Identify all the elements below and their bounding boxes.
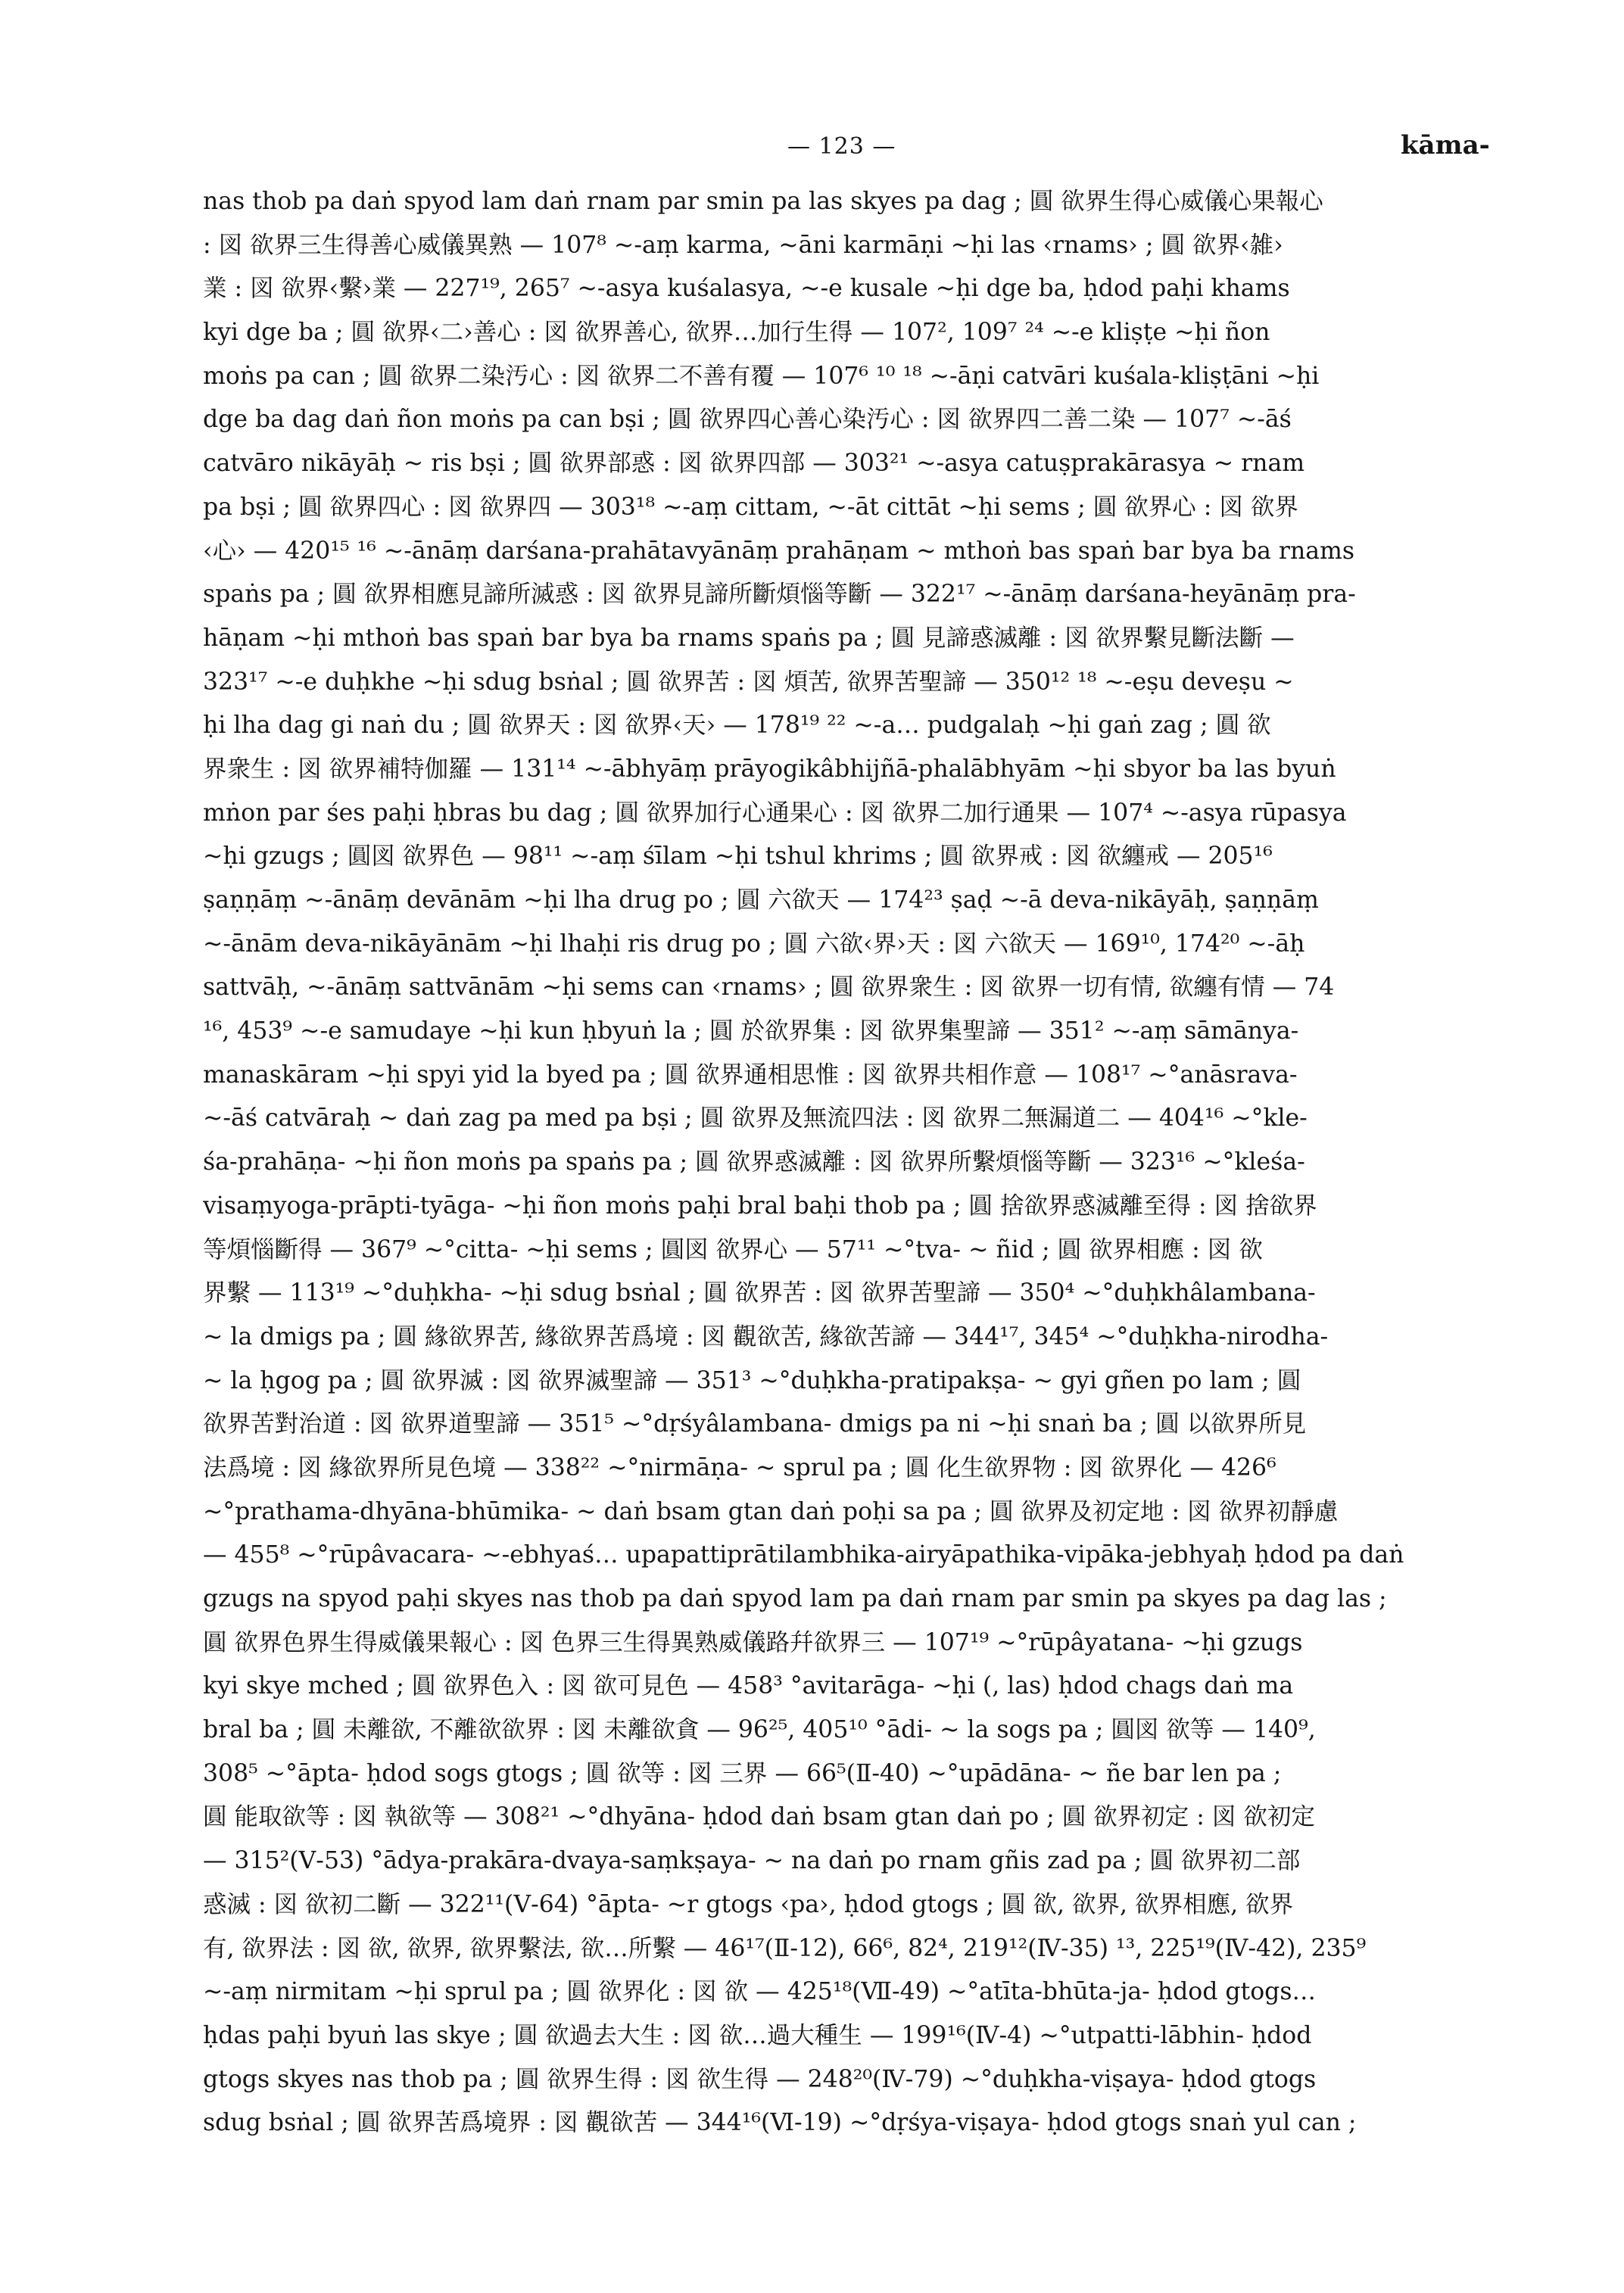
text-line: manaskāram ~ḥi spyi yid la byed pa ; 圓 欲界通相思惟 : 図 欲界共相作意 — 108¹⁷ ~°anāsrava-	[203, 1061, 1298, 1089]
text-line: sdug bsṅal ; 圓 欲界苦爲境界 : 図 觀欲苦 — 344¹⁶(Ⅵ-19) ~°dṛśya-viṣaya- ḥdod gtogs snaṅ yul can ;	[203, 2109, 1357, 2137]
text-line: ~ la ḥgog pa ; 圓 欲界滅 : 図 欲界滅聖諦 — 351³ ~°duḥkha-pratipakṣa- ~ gyi gñen po lam ; 圓	[203, 1366, 1301, 1394]
text-line: ḥdas paḥi byuṅ las skye ; 圓 欲過去大生 : 図 欲…過大種生 — 199¹⁶(Ⅳ-4) ~°utpatti-lābhin- ḥdod	[203, 2021, 1312, 2049]
text-line: — 315²(Ⅴ-53) °ādya-prakāra-dvaya-saṃkṣaya- ~ na daṅ po rnam gñis zad pa ; 圓 欲界初二部	[203, 1847, 1301, 1875]
text-line: gtogs skyes nas thob pa ; 圓 欲界生得 : 図 欲生得 — 248²⁰(Ⅳ-79) ~°duḥkha-viṣaya- ḥdod gtogs	[203, 2065, 1317, 2093]
text-line: ~°prathama-dhyāna-bhūmika- ~ daṅ bsam gtan daṅ poḥi sa pa ; 圓 欲界及初定地 : 図 欲界初靜慮	[203, 1497, 1339, 1525]
text-line: 欲界苦對治道 : 図 欲界道聖諦 — 351⁵ ~°dṛśyâlambana- dmigs pa ni ~ḥi snaṅ ba ; 圓 以欲界所見	[203, 1410, 1307, 1438]
entry-body	[203, 180, 1532, 2145]
text-line: 圓 欲界色界生得威儀果報心 : 図 色界三生得異熟威儀路幷欲界三 — 107¹⁹ ~°rūpâyatana- ~ḥi gzugs	[203, 1628, 1303, 1656]
text-line: 業 : 図 欲界‹繫›業 — 227¹⁹, 265⁷ ~-asya kuśalasya, ~-e kusale ~ḥi dge ba, ḥdod paḥi khams	[203, 275, 1290, 303]
text-line: 界繫 — 113¹⁹ ~°duḥkha- ~ḥi sdug bsṅal ; 圓 欲界苦 : 図 欲界苦聖諦 — 350⁴ ~°duḥkhâlambana-	[203, 1279, 1316, 1307]
text-line: dge ba dag daṅ ñon moṅs pa can bṣi ; 圓 欲界四心善心染汚心 : 図 欲界四二善二染 — 107⁷ ~-āś	[203, 406, 1292, 434]
running-head	[0, 130, 1624, 168]
page-number: — 123 —	[787, 133, 896, 160]
text-line: sattvāḥ, ~-ānāṃ sattvānām ~ḥi sems can ‹rnams› ; 圓 欲界衆生 : 図 欲界一切有情, 欲纏有情 — 74	[203, 974, 1335, 1002]
text-line: ~ḥi gzugs ; 圓図 欲界色 — 98¹¹ ~-aṃ śīlam ~ḥi tshul khrims ; 圓 欲界戒 : 図 欲纏戒 — 205¹⁶	[203, 843, 1273, 871]
text-line: ṣaṇṇāṃ ~-ānāṃ devānām ~ḥi lha drug po ; 圓 六欲天 — 174²³ ṣaḍ ~-ā deva-nikāyāḥ, ṣaṇṇāṃ	[203, 886, 1319, 914]
text-line: ~-aṃ nirmitam ~ḥi sprul pa ; 圓 欲界化 : 図 欲 — 425¹⁸(Ⅶ-49) ~°atīta-bhūta-ja- ḥdod gtogs…	[203, 1978, 1317, 2006]
text-line: ¹⁶, 453⁹ ~-e samudaye ~ḥi kun ḥbyuṅ la ; 圓 於欲界集 : 図 欲界集聖諦 — 351² ~-aṃ sāmānya-	[203, 1017, 1299, 1045]
text-line: : 図 欲界三生得善心威儀異熟 — 107⁸ ~-aṃ karma, ~āni karmāṇi ~ḥi las ‹rnams› ; 圓 欲界‹雑›	[203, 231, 1283, 259]
text-line: 等煩惱斷得 — 367⁹ ~°citta- ~ḥi sems ; 圓図 欲界心 — 57¹¹ ~°tva- ~ ñid ; 圓 欲界相應 : 図 欲	[203, 1235, 1263, 1263]
text-line: kyi skye mched ; 圓 欲界色入 : 図 欲可見色 — 458³ °avitarāga- ~ḥi (, las) ḥdod chags daṅ ma	[203, 1672, 1294, 1700]
head-word: kāma-	[1401, 130, 1490, 160]
text-line: śa-prahāṇa- ~ḥi ñon moṅs pa spaṅs pa ; 圓 欲界惑滅離 : 図 欲界所繫煩惱等斷 — 323¹⁶ ~°kleśa-	[203, 1148, 1305, 1176]
text-line: ~ la dmigs pa ; 圓 緣欲界苦, 緣欲界苦爲境 : 図 觀欲苦, 緣欲苦諦 — 344¹⁷, 345⁴ ~°duḥkha-nirodha-	[203, 1323, 1329, 1351]
text-line: ~-āś catvāraḥ ~ daṅ zag pa med pa bṣi ; 圓 欲界及無流四法 : 図 欲界二無漏道二 — 404¹⁶ ~°kle-	[203, 1104, 1308, 1132]
text-line: ḥi lha dag gi naṅ du ; 圓 欲界天 : 図 欲界‹天› — 178¹⁹ ²² ~-a… pudgalaḥ ~ḥi gaṅ zag ; 圓 欲	[203, 712, 1271, 740]
text-line: 圓 能取欲等 : 図 執欲等 — 308²¹ ~°dhyāna- ḥdod daṅ bsam gtan daṅ po ; 圓 欲界初定 : 図 欲初定	[203, 1803, 1315, 1831]
text-line: spaṅs pa ; 圓 欲界相應見諦所滅惑 : 図 欲界見諦所斷煩惱等斷 — 322¹⁷ ~-ānāṃ darśana-heyānāṃ pra-	[203, 581, 1356, 609]
text-line: 308⁵ ~°āpta- ḥdod sogs gtogs ; 圓 欲等 : 図 三界 — 66⁵(Ⅱ-40) ~°upādāna- ~ ñe bar len pa ;	[203, 1759, 1282, 1787]
text-line: — 455⁸ ~°rūpâvacara- ~-ebhyaś… upapattiprātilambhika-airyāpathika-vipāka-jebhyaḥ ḥdod pa daṅ	[203, 1541, 1404, 1569]
text-line: moṅs pa can ; 圓 欲界二染汚心 : 図 欲界二不善有覆 — 107⁶ ¹⁰ ¹⁸ ~-āṇi catvāri kuśala-kliṣṭāni ~ḥi	[203, 362, 1320, 390]
text-line: 有, 欲界法 : 図 欲, 欲界, 欲界繫法, 欲…所繫 — 46¹⁷(Ⅱ-12), 66⁶, 82⁴, 219¹²(Ⅳ-35) ¹³, 225¹⁹(Ⅳ-42), 235⁹	[203, 1934, 1367, 1962]
text-line: pa bṣi ; 圓 欲界四心 : 図 欲界四 — 303¹⁸ ~-aṃ cittam, ~-āt cittāt ~ḥi sems ; 圓 欲界心 : 図 欲界	[203, 493, 1298, 521]
text-line: 法爲境 : 図 緣欲界所見色境 — 338²² ~°nirmāṇa- ~ sprul pa ; 圓 化生欲界物 : 図 欲界化 — 426⁶	[203, 1453, 1276, 1481]
text-line: catvāro nikāyāḥ ~ ris bṣi ; 圓 欲界部惑 : 図 欲界四部 — 303²¹ ~-asya catuṣprakārasya ~ rnam	[203, 450, 1305, 478]
text-line: 323¹⁷ ~-e duḥkhe ~ḥi sdug bsṅal ; 圓 欲界苦 : 図 煩苦, 欲界苦聖諦 — 350¹² ¹⁸ ~-eṣu deveṣu ~	[203, 668, 1294, 696]
text-line: 惑滅 : 図 欲初二斷 — 322¹¹(Ⅴ-64) °āpta- ~r gtogs ‹pa›, ḥdod gtogs ; 圓 欲, 欲界, 欲界相應, 欲界	[203, 1890, 1294, 1918]
text-line: visaṃyoga-prāpti-tyāga- ~ḥi ñon moṅs paḥi bral baḥi thob pa ; 圓 捨欲界惑滅離至得 : 図 捨欲界	[203, 1192, 1317, 1220]
text-line: ~-ānām deva-nikāyānām ~ḥi lhaḥi ris drug po ; 圓 六欲‹界›天 : 図 六欲天 — 169¹⁰, 174²⁰ ~-āḥ	[203, 930, 1305, 958]
text-line: gzugs na spyod paḥi skyes nas thob pa daṅ spyod lam pa daṅ rnam par smin pa skyes pa dag las ;	[203, 1585, 1387, 1612]
text-line: bral ba ; 圓 未離欲, 不離欲欲界 : 図 未離欲貪 — 96²⁵, 405¹⁰ °ādi- ~ la sogs pa ; 圓図 欲等 — 140⁹,	[203, 1716, 1316, 1744]
text-line: nas thob pa daṅ spyod lam daṅ rnam par smin pa las skyes pa dag ; 圓 欲界生得心威儀心果報心	[203, 188, 1323, 215]
text-line: mṅon par śes paḥi ḥbras bu dag ; 圓 欲界加行心通果心 : 図 欲界二加行通果 — 107⁴ ~-asya rūpasya	[203, 799, 1347, 827]
text-line: ‹心› — 420¹⁵ ¹⁶ ~-ānāṃ darśana-prahātavyānāṃ prahāṇam ~ mthoṅ bas spaṅ bar bya ba rnams	[203, 537, 1355, 565]
text-line: 界衆生 : 図 欲界補特伽羅 — 131¹⁴ ~-ābhyāṃ prāyogikâbhijñā-phalābhyām ~ḥi sbyor ba las byuṅ	[203, 755, 1336, 783]
text-line: kyi dge ba ; 圓 欲界‹二›善心 : 図 欲界善心, 欲界…加行生得 — 107², 109⁷ ²⁴ ~-e kliṣṭe ~ḥi ñon	[203, 319, 1270, 347]
text-line: hāṇam ~ḥi mthoṅ bas spaṅ bar bya ba rnams spaṅs pa ; 圓 見諦惑滅離 : 図 欲界繫見斷法斷 —	[203, 624, 1295, 652]
